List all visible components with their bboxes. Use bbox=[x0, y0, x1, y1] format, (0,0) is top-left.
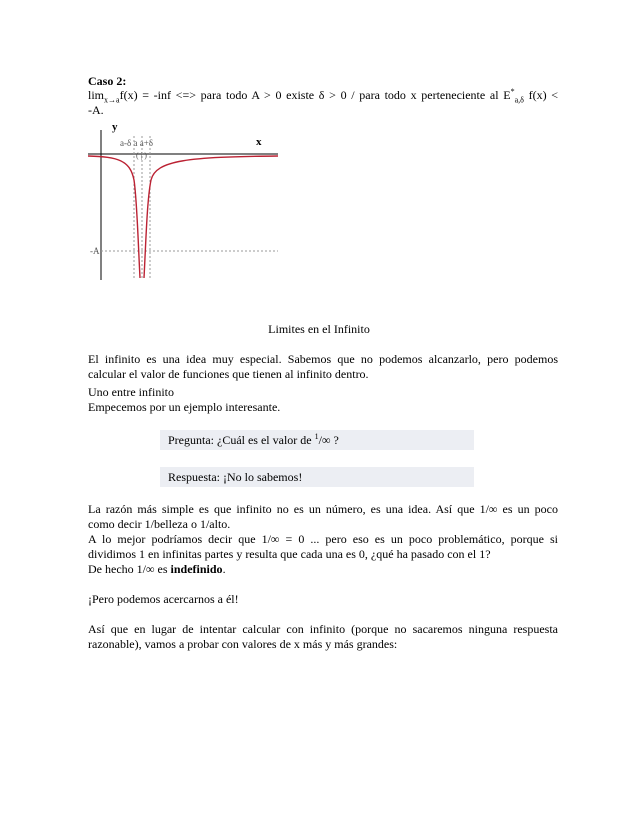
answer-box bbox=[160, 467, 474, 487]
y-axis-label: y bbox=[112, 121, 118, 133]
limit-graph bbox=[88, 120, 278, 280]
definition-text: f(x) = -inf <=> para todo A > 0 existe δ > 0 / para todo x perteneciente al E bbox=[119, 88, 511, 102]
set-subscript: a,δ bbox=[514, 95, 524, 105]
body-line-2: como decir 1/belleza o 1/alto. bbox=[88, 517, 231, 531]
definition-line2-text: -A. bbox=[88, 103, 104, 117]
intro-line-1: El infinito es una idea muy especial. Sabemos que no podemos alcanzarlo, pero podemos bbox=[88, 352, 558, 366]
set-superscript: * bbox=[510, 87, 515, 96]
body-line-1: La razón más simple es que infinito no es un número, es una idea. Así que 1/∞ es un poco bbox=[88, 502, 558, 516]
caso-heading-text: Caso 2: bbox=[88, 74, 127, 88]
lim-subscript: x→a bbox=[104, 95, 120, 105]
question-end: ? bbox=[330, 433, 339, 447]
caso-heading bbox=[88, 74, 558, 89]
body-line-5-post: . bbox=[222, 562, 226, 576]
limit-definition bbox=[88, 88, 558, 103]
question-box bbox=[160, 430, 474, 450]
body-line-5-pre: De hecho 1/∞ es bbox=[88, 562, 171, 576]
answer-text: Respuesta: ¡No lo sabemos! bbox=[168, 470, 303, 484]
body-line-4: dividimos 1 en infinitas partes y resulta que cada una es 0, ¿qué ha pasado con el 1? bbox=[88, 547, 491, 561]
intro-line-4: Empecemos por un ejemplo interesante. bbox=[88, 400, 281, 414]
intro-line-2: calcular el valor de funciones que tienen al infinito dentro. bbox=[88, 367, 369, 381]
interval-label: ( | ) bbox=[136, 151, 147, 160]
left-curve bbox=[88, 156, 140, 278]
x-axis-label: x bbox=[256, 136, 262, 148]
a-delta-labels: a-δ a a+δ bbox=[120, 138, 154, 148]
fraction-numerator: 1 bbox=[314, 432, 319, 441]
body-line-3: A lo mejor podríamos decir que 1/∞ = 0 ... pero eso es un poco problemático, porque si bbox=[88, 532, 558, 546]
definition-end: f(x) < bbox=[528, 88, 559, 102]
body-paragraph-3-line-2: razonable), vamos a probar con valores de x más y más grandes: bbox=[88, 637, 398, 651]
indefinido-bold: indefinido bbox=[170, 562, 223, 576]
body-line-5 bbox=[88, 562, 558, 577]
intro-line-3: Uno entre infinito bbox=[88, 385, 174, 399]
right-curve bbox=[144, 156, 278, 278]
question-text: Pregunta: ¿Cuál es el valor de bbox=[168, 433, 315, 447]
body-paragraph-3-line-1: Así que en lugar de intentar calcular con infinito (porque no sacaremos ninguna respuesta bbox=[88, 622, 558, 636]
lim-text: lim bbox=[88, 88, 105, 102]
body-paragraph-2: ¡Pero podemos acercarnos a él! bbox=[88, 592, 239, 606]
minus-a-label: -A bbox=[90, 246, 100, 256]
section-title: Limites en el Infinito bbox=[268, 322, 370, 336]
fraction-denominator: /∞ bbox=[318, 433, 331, 447]
limit-definition-line2 bbox=[88, 103, 558, 118]
